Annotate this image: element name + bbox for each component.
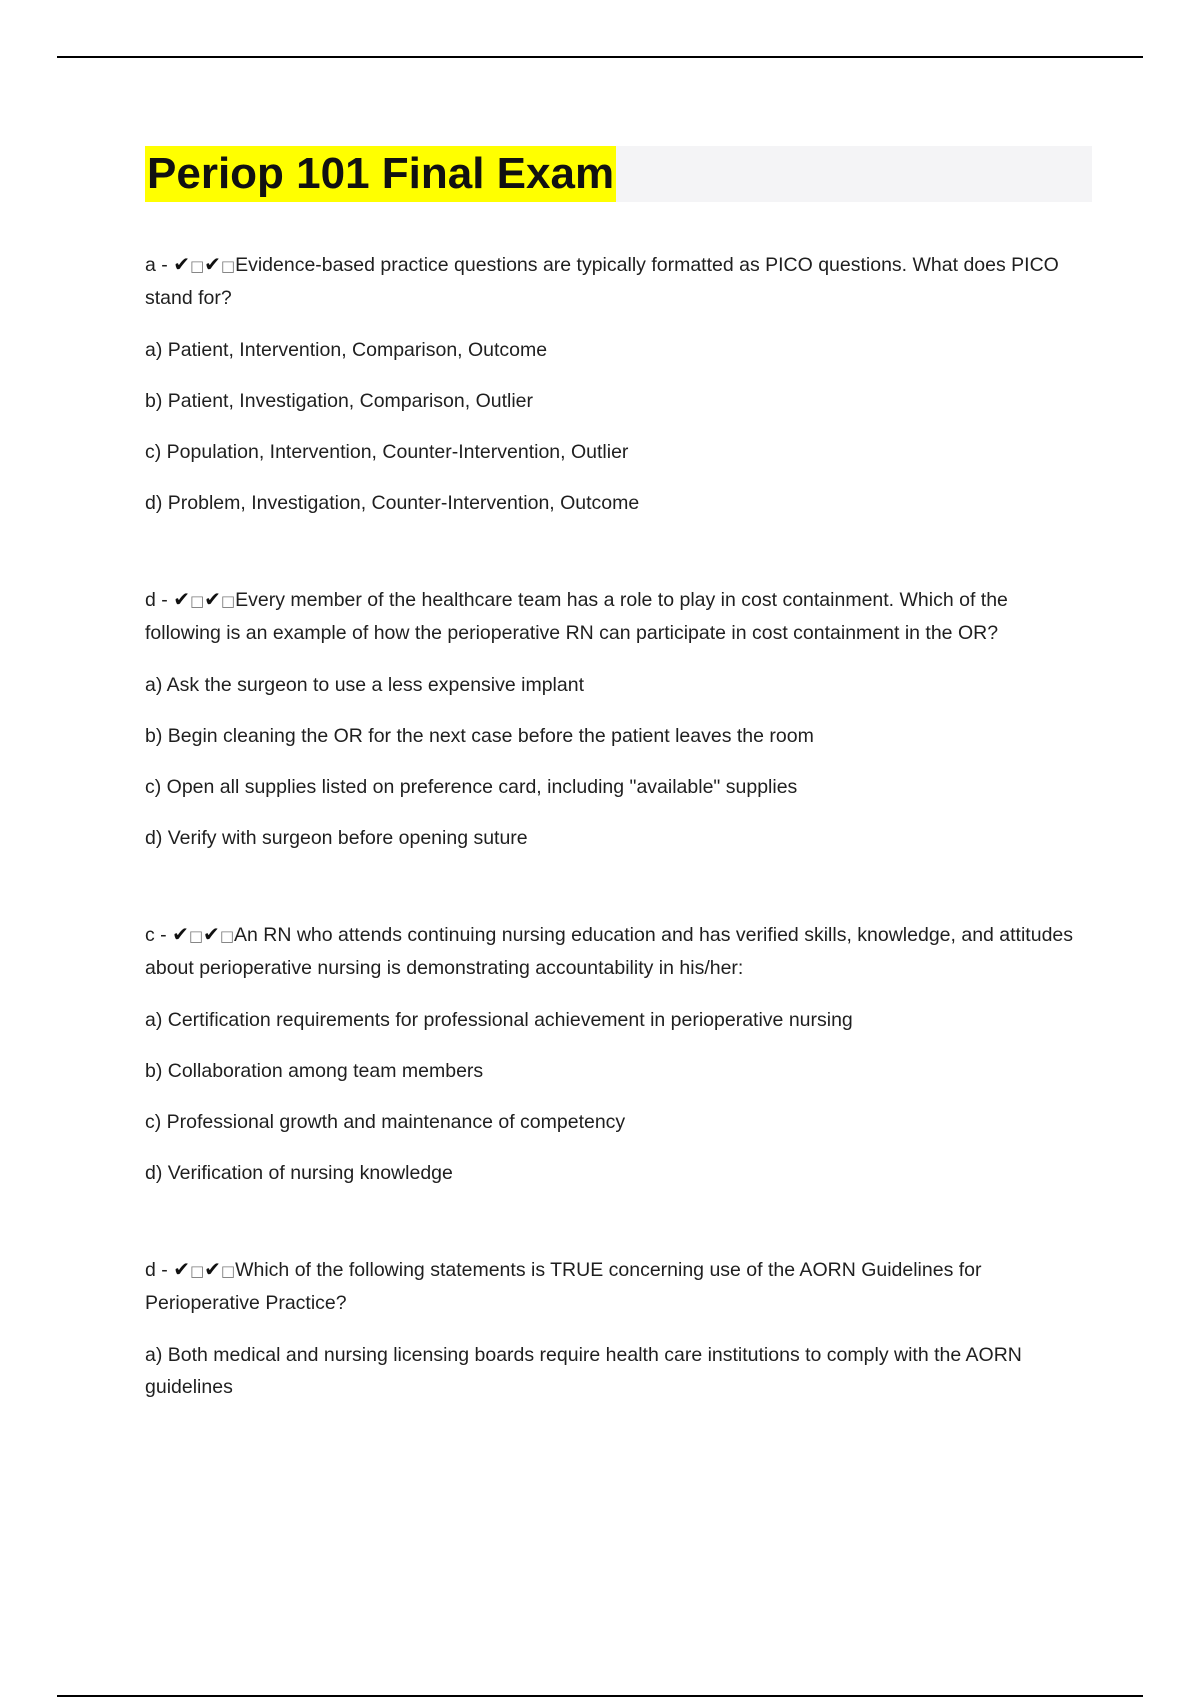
question-body: Evidence-based practice questions are typically formatted as PICO questions. What does PICO stand for? xyxy=(145,254,1059,309)
answer-option: b) Begin cleaning the OR for the next case before the patient leaves the room xyxy=(145,725,814,747)
question-body: Every member of the healthcare team has a role to play in cost containment. Which of the following is an example of how the perioperative RN can participate in cost containment in the OR? xyxy=(145,589,1008,644)
answer-option: d) Verification of nursing knowledge xyxy=(145,1162,453,1184)
check-mark-icon: ✔ xyxy=(173,252,190,276)
box-glyph-icon: □ xyxy=(219,927,234,945)
check-mark-icon: ✔ xyxy=(203,922,220,946)
check-mark-icon: ✔ xyxy=(204,1257,221,1281)
question-text xyxy=(145,1253,1075,1319)
question-text xyxy=(145,918,1075,984)
check-mark-icon: ✔ xyxy=(204,252,221,276)
page-title: Periop 101 Final Exam xyxy=(145,146,616,202)
box-glyph-icon: □ xyxy=(220,1262,236,1280)
answer-option: d) Verify with surgeon before opening suture xyxy=(145,827,528,849)
box-glyph-icon: □ xyxy=(220,592,236,610)
answer-prefix: c - xyxy=(145,924,173,946)
question-text xyxy=(145,248,1075,314)
check-mark-icon: ✔ xyxy=(204,587,221,611)
answer-option: d) Problem, Investigation, Counter-Intervention, Outcome xyxy=(145,492,640,514)
box-glyph-icon: □ xyxy=(189,592,205,610)
title-band xyxy=(145,146,1092,202)
box-glyph-icon: □ xyxy=(188,927,204,945)
answer-option: a) Patient, Intervention, Comparison, Outcome xyxy=(145,339,548,361)
box-glyph-icon: □ xyxy=(189,257,205,275)
question-block xyxy=(145,248,1075,519)
question-body: Which of the following statements is TRUE concerning use of the AORN Guidelines for Perioperative Practice? xyxy=(145,1259,982,1314)
check-mark-icon: ✔ xyxy=(173,587,190,611)
question-block xyxy=(145,918,1075,1189)
answer-prefix: a - xyxy=(145,254,174,276)
box-glyph-icon: □ xyxy=(189,1262,205,1280)
box-glyph-icon: □ xyxy=(220,257,236,275)
answer-option: b) Collaboration among team members xyxy=(145,1060,484,1082)
answer-option: c) Open all supplies listed on preference card, including "available" supplies xyxy=(145,776,798,798)
question-text xyxy=(145,583,1075,649)
check-mark-icon: ✔ xyxy=(172,922,189,946)
footer-rule xyxy=(57,1695,1143,1697)
answer-option: b) Patient, Investigation, Comparison, Outlier xyxy=(145,390,534,412)
answer-option: c) Professional growth and maintenance of competency xyxy=(145,1111,626,1133)
answer-option: a) Both medical and nursing licensing boards require health care institutions to comply with the AORN guidelines xyxy=(145,1344,1022,1398)
header-rule xyxy=(57,56,1143,58)
answer-prefix: d - xyxy=(145,589,174,611)
exam-content xyxy=(145,248,1075,1403)
answer-option: a) Ask the surgeon to use a less expensive implant xyxy=(145,674,584,696)
answer-option: c) Population, Intervention, Counter-Intervention, Outlier xyxy=(145,441,629,463)
question-block xyxy=(145,583,1075,854)
answer-prefix: d - xyxy=(145,1259,174,1281)
question-block xyxy=(145,1253,1075,1403)
question-body: An RN who attends continuing nursing education and has verified skills, knowledge, and attitudes about perioperative nursing is demonstrating accountability in his/her: xyxy=(145,924,1074,979)
check-mark-icon: ✔ xyxy=(173,1257,190,1281)
answer-option: a) Certification requirements for professional achievement in perioperative nursing xyxy=(145,1009,853,1031)
